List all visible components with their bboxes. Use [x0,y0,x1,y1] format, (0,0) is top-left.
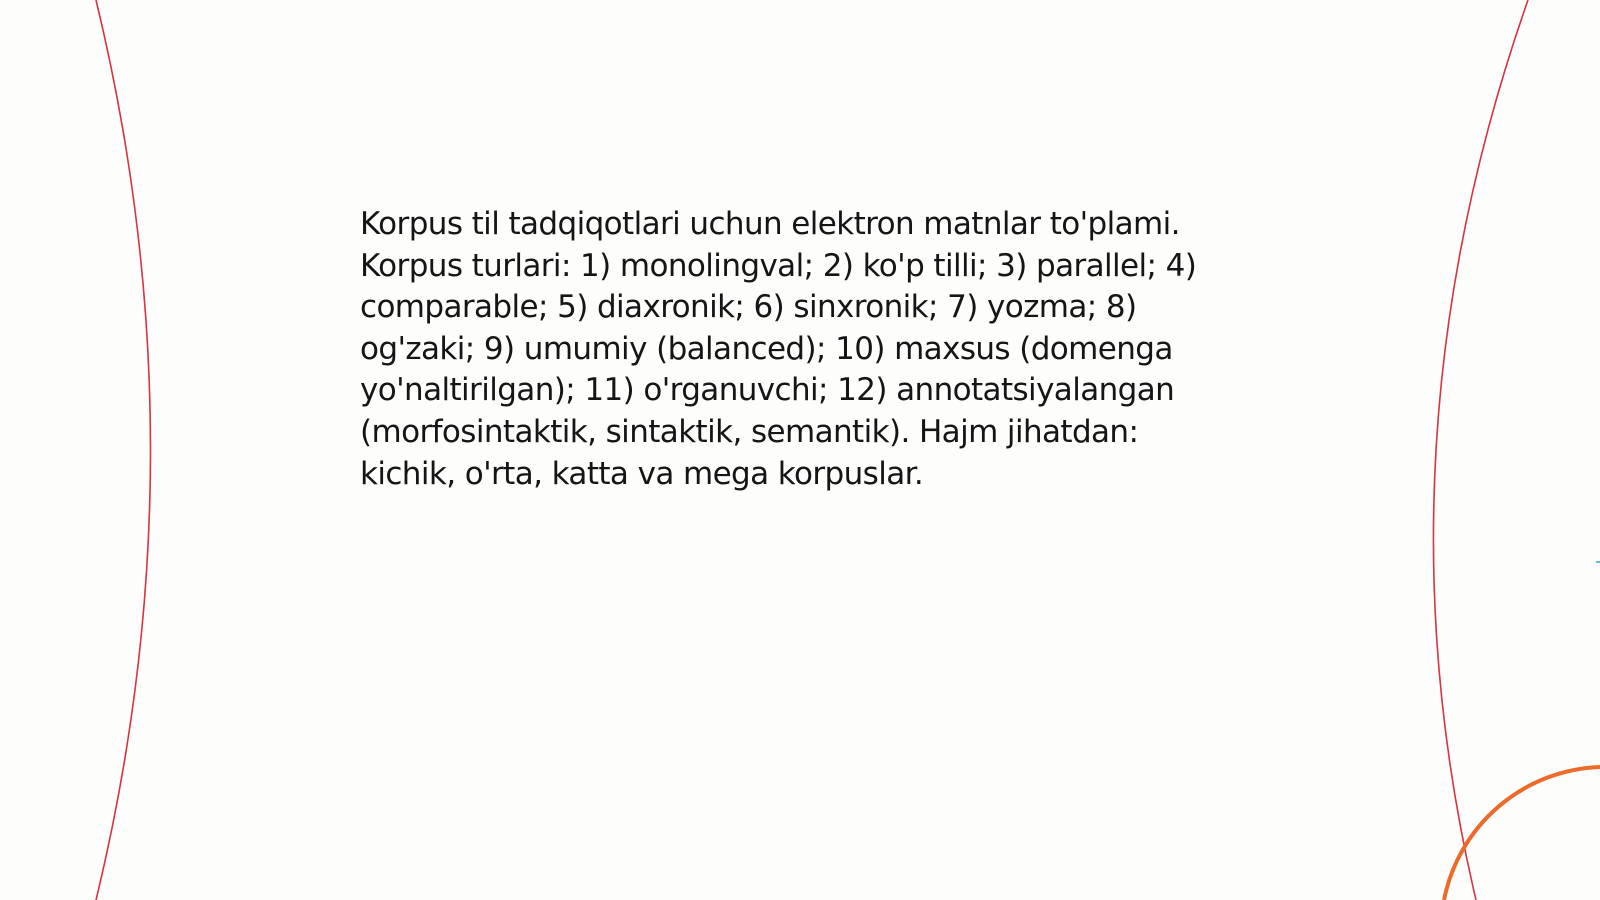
corner-orange-arc [1444,767,1600,900]
right-arc-line [1433,0,1528,900]
slide-body-text: Korpus til tadqiqotlari uchun elektron matnlar to'plami. Korpus turlari: 1) monolingval; 2) ko'p tilli; 3) parallel; 4) comparable; 5) diaxronik; 6) sinxronik; 7) yozma; 8) og'zaki; 9) umumiy (balanced); 10) maxsus (domenga yo'naltirilgan); 11) o'rganuvchi; 12) annotatsiyalangan (morfosintaktik, sintaktik, semantik). Hajm jihatdan: kichik, o'rta, katta va mega korpuslar. [360,206,1197,492]
left-arc-line [96,0,151,900]
